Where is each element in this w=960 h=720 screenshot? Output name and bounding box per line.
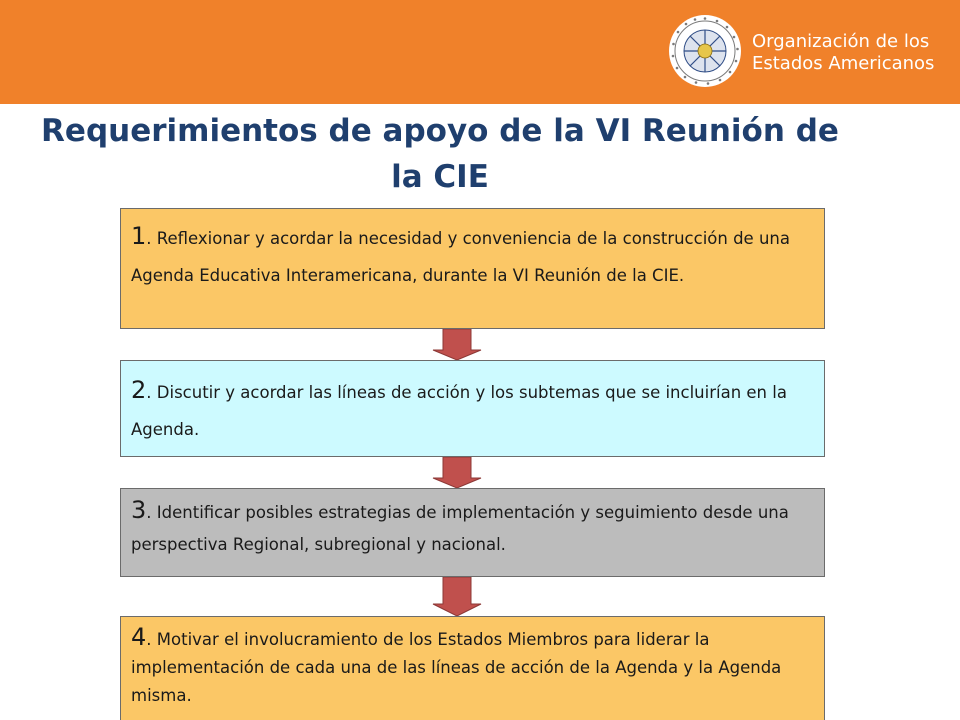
step-number-separator: .	[146, 229, 152, 248]
slide-title-line-1: Requerimientos de apoyo de la VI Reunión de	[41, 113, 839, 149]
step-text: Motivar el involucramiento de los Estados Miembros para liderar la implementación de cada una de las líneas de acción de la Agenda y la Agenda misma.	[131, 630, 782, 705]
step-number-separator: .	[146, 383, 152, 402]
step-number: 4	[131, 623, 147, 651]
step-number: 3	[131, 496, 147, 524]
step-2-box	[120, 360, 825, 457]
org-name-line-1: Organización de los	[752, 31, 930, 52]
step-number-separator: .	[146, 630, 152, 649]
slide-title-line-2: la CIE	[391, 159, 489, 195]
step-4-box	[120, 616, 825, 720]
step-1-box	[120, 208, 825, 329]
down-arrow-icon	[432, 329, 482, 360]
step-text: Identificar posibles estrategias de implementación y seguimiento desde una perspectiva Regional, subregional y nacional.	[131, 503, 789, 554]
down-arrow-icon	[432, 457, 482, 488]
step-text: Reflexionar y acordar la necesidad y conveniencia de la construcción de una Agenda Educativa Interamericana, durante la VI Reunión de la CIE.	[131, 229, 790, 285]
step-number-separator: .	[146, 503, 152, 522]
oas-seal-icon	[668, 14, 742, 88]
step-3-box	[120, 488, 825, 577]
header-band	[0, 0, 960, 104]
slide-title	[20, 108, 860, 200]
organization-name	[752, 31, 934, 75]
step-text: Discutir y acordar las líneas de acción y los subtemas que se incluirían en la Agenda.	[131, 383, 787, 439]
step-number: 2	[131, 376, 147, 404]
step-number: 1	[131, 222, 147, 250]
org-name-line-2: Estados Americanos	[752, 53, 935, 74]
down-arrow-icon	[432, 577, 482, 616]
